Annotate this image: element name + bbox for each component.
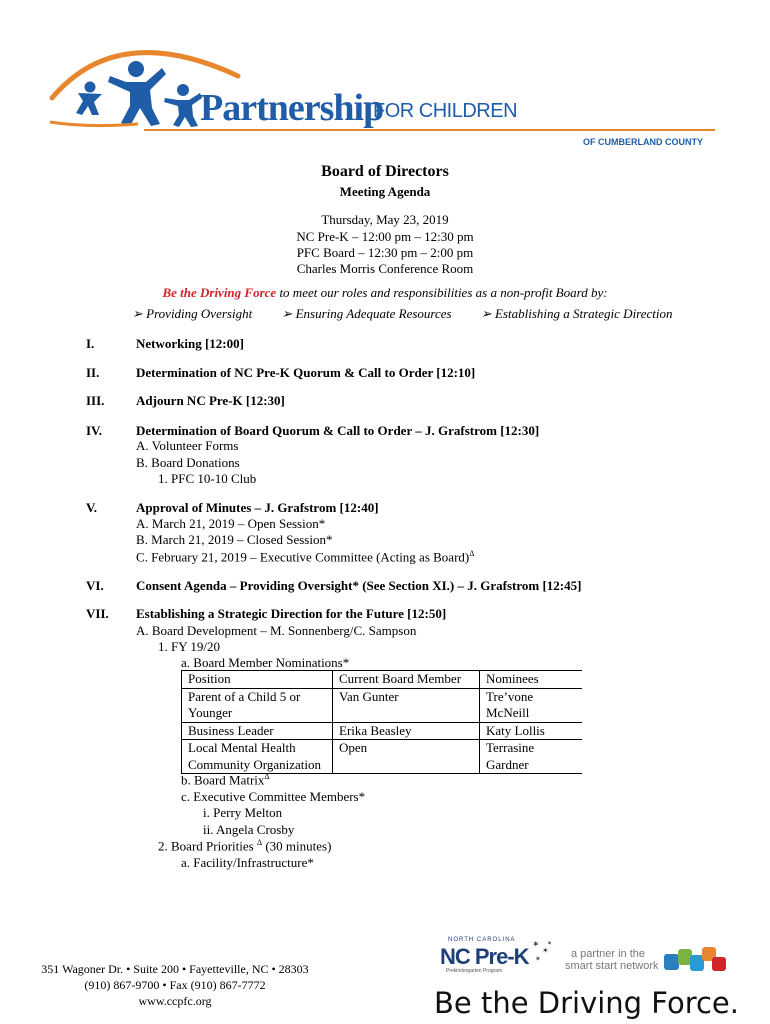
sub-item: A. Volunteer Forms [136,438,239,453]
table-cell: Open [333,740,480,774]
mission-bullets [132,306,673,322]
sub-item: 1. PFC 10-10 Club [158,471,257,486]
sub-item: ii. Angela Crosby [203,822,295,837]
sub-item: B. March 21, 2019 – Closed Session* [136,532,333,547]
footer-phone: (910) 867-9700 • Fax (910) 867-7772 [84,978,266,992]
item-heading: Determination of Board Quorum & Call to Order – J. Grafstrom [12:30] [136,423,540,438]
column-header: Nominees [480,671,583,689]
item-number: IV. [86,423,103,438]
svg-text:✶: ✶ [535,955,541,963]
stars-icon [530,937,558,965]
sub-item: a. Board Member Nominations* [181,655,350,670]
column-header: Position [182,671,333,689]
table-cell: Erika Beasley [333,722,480,740]
sub-item: A. March 21, 2019 – Open Session* [136,516,326,531]
sub-item: b. Board Matrix$^\Delta$ [181,772,270,788]
table-cell: Van Gunter [333,688,480,722]
logo-graphic [48,38,728,150]
delta-mark: Δ [256,838,263,847]
item-heading: Networking [12:00] [136,336,244,351]
table-cell: Parent of a Child 5 or Younger [182,688,333,722]
logo-for-children-text: FOR CHILDREN [373,100,518,122]
item-number: III. [86,393,105,408]
item-number: I. [86,336,95,351]
item-number: VII. [86,606,109,621]
document-title: Board of Directors [321,163,449,180]
table-header-row [182,671,583,689]
item-heading: Approval of Minutes – J. Grafstrom [12:40] [136,500,379,515]
item-number: VI. [86,578,104,593]
logo-county-text: OF CUMBERLAND COUNTY [583,137,703,147]
prek-logo-text: NC Pre-K [440,944,529,969]
slogan: Be the Driving Force. [434,986,739,1020]
item-heading: Consent Agenda – Providing Oversight* (See Section XI.) – J. Grafstrom [12:45] [136,578,582,593]
nc-prek-logo [440,937,560,977]
sub-item: i. Perry Melton [203,805,283,820]
prek-time: NC Pre-K – 12:00 pm – 12:30 pm [296,229,474,244]
delta-mark: Δ [264,772,270,781]
board-time: PFC Board – 12:30 pm – 2:00 pm [296,245,474,260]
table-row [182,688,583,722]
prek-sub-text: Prekindergarten Program [446,968,503,974]
table-cell: Terrasine Gardner [480,740,583,774]
mission-statement [0,285,770,301]
meeting-location: Charles Morris Conference Room [296,261,474,276]
sub-item: A. Board Development – M. Sonnenberg/C. Sampson [136,623,417,638]
prek-small-text: NORTH CAROLINA [448,937,516,943]
table-cell: Katy Lollis [480,722,583,740]
partner-text: a partner in the smart start network [565,948,659,972]
item-heading: Determination of NC Pre-K Quorum & Call to Order [12:10] [136,365,476,380]
item-number: V. [86,500,97,515]
sub-item: c. Executive Committee Members* [181,789,366,804]
mission-bullet: ➢ Providing Oversight [132,306,253,321]
table-cell: Business Leader [182,722,333,740]
table-row [182,722,583,740]
nominations-table [181,670,582,774]
svg-text:✶: ✶ [547,941,553,947]
organization-logo [48,38,728,150]
sub-item: B. Board Donations [136,455,240,470]
meeting-date: Thursday, May 23, 2019 [321,212,449,227]
sub-item: a. Facility/Infrastructure* [181,855,314,870]
mission-lead: Be the Driving Force [162,285,277,300]
footer-address: 351 Wagoner Dr. • Suite 200 • Fayetteville, NC • 28303 [41,962,309,976]
svg-text:✶: ✶ [542,946,549,955]
column-header: Current Board Member [333,671,480,689]
mission-bullet: ➢ Establishing a Strategic Direction [480,306,673,321]
delta-mark: Δ [469,549,475,558]
document-subtitle: Meeting Agenda [339,184,431,199]
svg-text:✶: ✶ [532,939,540,949]
table-cell: Local Mental Health Community Organization [182,740,333,774]
table-row [182,740,583,774]
logo-partnership-text: Partnership [200,87,384,129]
table-cell: Tre’vone McNeill [480,688,583,722]
item-heading: Adjourn NC Pre-K [12:30] [136,393,285,408]
mission-rest: to meet our roles and responsibilities as a non-profit Board by: [276,285,608,300]
sub-item: 1. FY 19/20 [158,639,220,654]
sub-item: C. February 21, 2019 – Executive Committee (Acting as Board)$^\Delta$ [136,549,475,565]
footer-website: www.ccpfc.org [138,994,212,1008]
item-heading: Establishing a Strategic Direction for the Future [12:50] [136,606,447,621]
item-number: II. [86,365,100,380]
sub-item: 2. Board Priorities $^\Delta$ (30 minutes) [158,838,332,854]
mission-bullet: ➢ Ensuring Adequate Resources [281,306,452,321]
smart-start-blocks-icon [662,945,734,975]
